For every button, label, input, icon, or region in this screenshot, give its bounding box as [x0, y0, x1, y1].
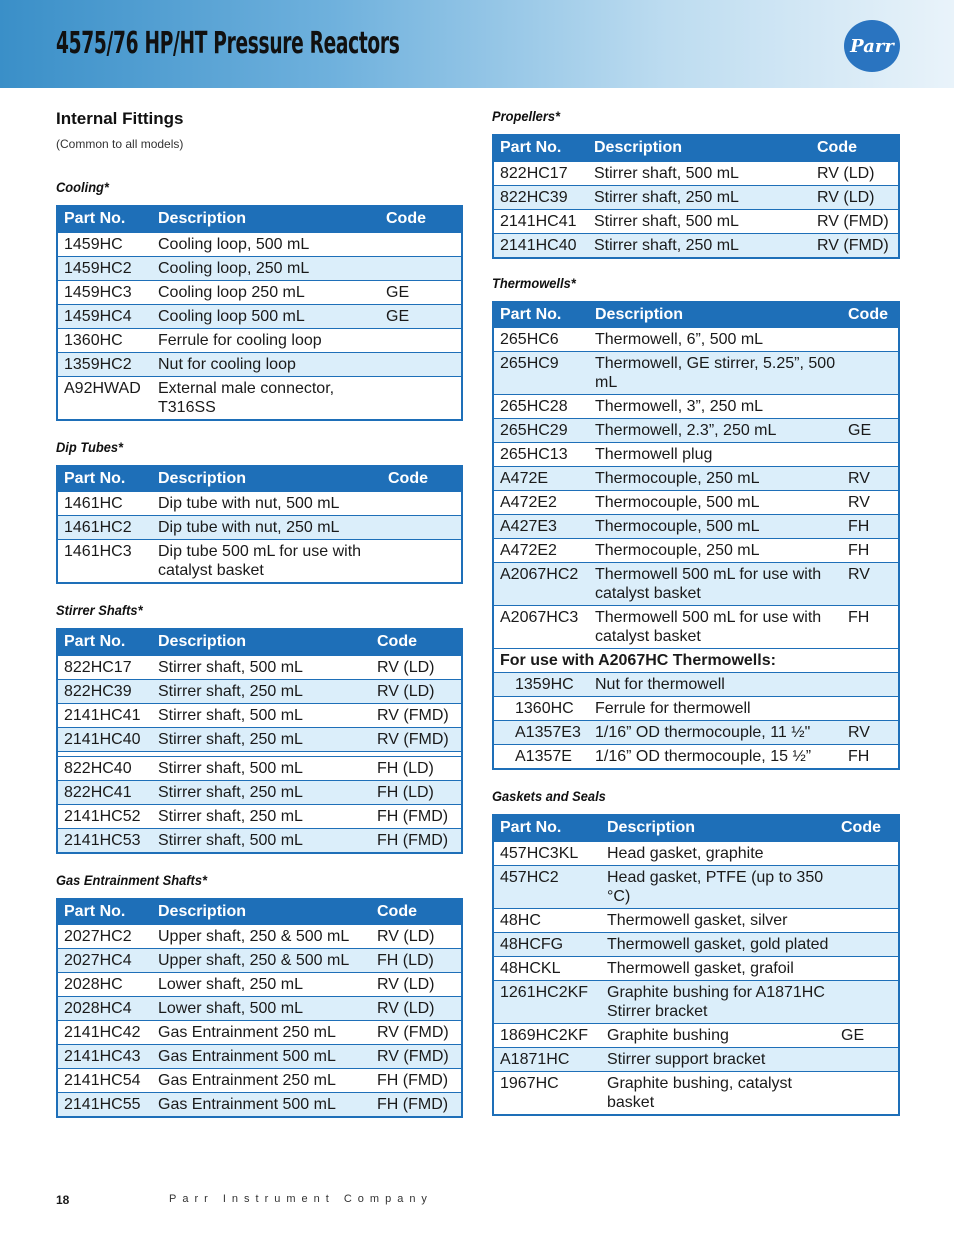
table-row — [57, 804, 462, 828]
description-cell: Thermowell 500 mL for use with catalyst basket — [589, 563, 842, 606]
description-cell: Stirrer shaft, 250 mL — [152, 780, 371, 804]
stirrer-shafts-table — [56, 628, 463, 854]
description-cell: Ferrule for thermowell — [589, 697, 842, 721]
col-part-header: Part No. — [493, 302, 589, 328]
description-cell: Stirrer shaft, 500 mL — [588, 161, 811, 185]
description-cell: Thermowell plug — [589, 443, 842, 467]
col-code-header: Code — [371, 899, 462, 925]
table-row — [493, 185, 899, 209]
table-row — [493, 419, 899, 443]
table-row — [57, 780, 462, 804]
code-cell — [835, 1071, 899, 1115]
code-cell — [382, 516, 462, 540]
col-part-header: Part No. — [493, 135, 588, 161]
gas-entrainment-table — [56, 898, 463, 1119]
parr-logo-icon: Parr — [844, 20, 900, 72]
thermowell-subheading-row — [493, 649, 899, 673]
description-cell: Thermocouple, 500 mL — [589, 515, 842, 539]
col-part-header: Part No. — [57, 206, 152, 232]
col-code-header: Code — [382, 466, 462, 492]
code-cell — [835, 1047, 899, 1071]
part-number-cell: A472E2 — [493, 491, 589, 515]
description-cell: Head gasket, PTFE (up to 350 °C) — [601, 865, 835, 908]
part-number-cell: 822HC39 — [57, 679, 152, 703]
table-row — [57, 1045, 462, 1069]
col-desc-header: Description — [152, 629, 371, 655]
part-number-cell: 1461HC3 — [57, 540, 152, 584]
stirrer-shafts-title: Stirrer Shafts* — [56, 602, 143, 618]
code-cell — [842, 673, 899, 697]
table-row — [493, 443, 899, 467]
part-number-cell: 2141HC53 — [57, 828, 152, 853]
table-row — [57, 232, 462, 256]
part-number-cell: 2141HC41 — [57, 703, 152, 727]
description-cell: Thermocouple, 250 mL — [589, 467, 842, 491]
part-number-cell: A2067HC2 — [493, 563, 589, 606]
col-desc-header: Description — [152, 899, 371, 925]
description-cell: Thermowell, 3”, 250 mL — [589, 395, 842, 419]
description-cell: Dip tube with nut, 250 mL — [152, 516, 382, 540]
table-row — [57, 756, 462, 780]
description-cell: Lower shaft, 500 mL — [152, 997, 371, 1021]
code-cell — [835, 908, 899, 932]
description-cell: Stirrer shaft, 250 mL — [588, 185, 811, 209]
part-number-cell: A1357E3 — [493, 721, 589, 745]
col-code-header: Code — [380, 206, 462, 232]
table-row — [57, 925, 462, 949]
part-number-cell: 2141HC42 — [57, 1021, 152, 1045]
gaskets-title: Gaskets and Seals — [492, 788, 606, 804]
gaskets-table — [492, 814, 900, 1116]
description-cell: Dip tube with nut, 500 mL — [152, 492, 382, 516]
col-code-header: Code — [371, 629, 462, 655]
code-cell: FH — [842, 539, 899, 563]
col-desc-header: Description — [152, 206, 380, 232]
cooling-title: Cooling* — [56, 179, 109, 195]
code-cell: RV (FMD) — [371, 1045, 462, 1069]
description-cell: Stirrer shaft, 250 mL — [152, 679, 371, 703]
table-row — [57, 1069, 462, 1093]
col-desc-header: Description — [152, 466, 382, 492]
table-row — [57, 828, 462, 853]
code-cell: RV (FMD) — [371, 727, 462, 751]
part-number-cell: 822HC17 — [493, 161, 588, 185]
table-row — [57, 703, 462, 727]
part-number-cell: 822HC17 — [57, 655, 152, 679]
part-number-cell: 2141HC40 — [493, 233, 588, 258]
part-number-cell: A1357E — [493, 745, 589, 770]
table-row — [57, 1093, 462, 1118]
code-cell: RV (LD) — [811, 185, 899, 209]
description-cell: Graphite bushing — [601, 1023, 835, 1047]
part-number-cell: 2028HC4 — [57, 997, 152, 1021]
part-number-cell: A427E3 — [493, 515, 589, 539]
table-row — [493, 395, 899, 419]
code-cell — [382, 540, 462, 584]
table-row — [493, 745, 899, 770]
code-cell: RV (FMD) — [811, 209, 899, 233]
part-number-cell: 2141HC40 — [57, 727, 152, 751]
code-cell: RV — [842, 491, 899, 515]
description-cell: Thermowell gasket, grafoil — [601, 956, 835, 980]
table-row — [493, 980, 899, 1023]
table-row — [493, 563, 899, 606]
part-number-cell: 2027HC4 — [57, 949, 152, 973]
part-number-cell: 1459HC4 — [57, 304, 152, 328]
code-cell — [382, 492, 462, 516]
left-column — [56, 108, 463, 1118]
part-number-cell: 265HC6 — [493, 328, 589, 352]
part-number-cell: A1871HC — [493, 1047, 601, 1071]
table-row — [493, 908, 899, 932]
table-row — [493, 841, 899, 865]
page-number: 18 — [56, 1193, 70, 1207]
code-cell: GE — [380, 304, 462, 328]
part-number-cell: 1967HC — [493, 1071, 601, 1115]
table-row — [57, 280, 462, 304]
description-cell: Gas Entrainment 500 mL — [152, 1045, 371, 1069]
part-number-cell: 265HC29 — [493, 419, 589, 443]
part-number-cell: 457HC3KL — [493, 841, 601, 865]
code-cell — [380, 328, 462, 352]
description-cell: Graphite bushing, catalyst basket — [601, 1071, 835, 1115]
description-cell: Stirrer shaft, 250 mL — [152, 727, 371, 751]
table-row — [493, 233, 899, 258]
table-row — [57, 949, 462, 973]
description-cell: Thermowell, 2.3”, 250 mL — [589, 419, 842, 443]
part-number-cell: 822HC40 — [57, 756, 152, 780]
description-cell: Cooling loop, 500 mL — [152, 232, 380, 256]
part-number-cell: 822HC39 — [493, 185, 588, 209]
internal-fittings-note: (Common to all models) — [56, 137, 184, 151]
code-cell: RV (FMD) — [371, 703, 462, 727]
col-desc-header: Description — [589, 302, 842, 328]
code-cell: GE — [380, 280, 462, 304]
table-row — [57, 973, 462, 997]
part-number-cell: 822HC41 — [57, 780, 152, 804]
table-row — [57, 376, 462, 420]
code-cell: FH (FMD) — [371, 1069, 462, 1093]
code-cell — [835, 980, 899, 1023]
table-row — [57, 256, 462, 280]
thermowells-title: Thermowells* — [492, 274, 576, 291]
description-cell: 1/16” OD thermocouple, 15 ½” — [589, 745, 842, 770]
col-part-header: Part No. — [57, 899, 152, 925]
part-number-cell: 1461HC — [57, 492, 152, 516]
col-code-header: Code — [811, 135, 899, 161]
right-column — [492, 108, 900, 1116]
code-cell: RV (LD) — [371, 655, 462, 679]
description-cell: Dip tube 500 mL for use with catalyst basket — [152, 540, 382, 584]
part-number-cell: 2141HC52 — [57, 804, 152, 828]
description-cell: Graphite bushing for A1871HC Stirrer bracket — [601, 980, 835, 1023]
code-cell: RV (LD) — [811, 161, 899, 185]
code-cell — [835, 932, 899, 956]
code-cell: RV — [842, 467, 899, 491]
code-cell: FH (FMD) — [371, 804, 462, 828]
description-cell: Thermowell 500 mL for use with catalyst basket — [589, 606, 842, 649]
part-number-cell: A472E2 — [493, 539, 589, 563]
part-number-cell: 2028HC — [57, 973, 152, 997]
dip-tubes-table — [56, 465, 463, 585]
col-desc-header: Description — [588, 135, 811, 161]
code-cell: FH (LD) — [371, 756, 462, 780]
table-row — [493, 606, 899, 649]
gas-entrainment-title: Gas Entrainment Shafts* — [56, 871, 208, 888]
table-row — [493, 865, 899, 908]
code-cell: RV (LD) — [371, 679, 462, 703]
code-cell — [842, 697, 899, 721]
description-cell: Gas Entrainment 500 mL — [152, 1093, 371, 1118]
description-cell: Stirrer shaft, 500 mL — [152, 756, 371, 780]
description-cell: Thermocouple, 500 mL — [589, 491, 842, 515]
table-row — [493, 539, 899, 563]
table-row — [57, 540, 462, 584]
table-row — [493, 1023, 899, 1047]
col-desc-header: Description — [601, 815, 835, 841]
code-cell — [380, 256, 462, 280]
page-header — [0, 0, 954, 88]
code-cell — [842, 395, 899, 419]
table-row — [493, 161, 899, 185]
col-part-header: Part No. — [57, 466, 152, 492]
description-cell: Nut for thermowell — [589, 673, 842, 697]
part-number-cell: 1360HC — [493, 697, 589, 721]
description-cell: Thermowell, GE stirrer, 5.25”, 500 mL — [589, 352, 842, 395]
part-number-cell: A472E — [493, 467, 589, 491]
table-row — [57, 655, 462, 679]
description-cell: Stirrer support bracket — [601, 1047, 835, 1071]
description-cell: Head gasket, graphite — [601, 841, 835, 865]
col-code-header: Code — [835, 815, 899, 841]
code-cell: RV — [842, 721, 899, 745]
part-number-cell: 2141HC55 — [57, 1093, 152, 1118]
part-number-cell: 1360HC — [57, 328, 152, 352]
table-row — [57, 516, 462, 540]
table-row — [493, 209, 899, 233]
propellers-title: Propellers* — [492, 108, 561, 124]
part-number-cell: 2141HC41 — [493, 209, 588, 233]
description-cell: Upper shaft, 250 & 500 mL — [152, 949, 371, 973]
table-row — [493, 1071, 899, 1115]
part-number-cell: 48HCKL — [493, 956, 601, 980]
description-cell: Thermowell gasket, gold plated — [601, 932, 835, 956]
description-cell: Cooling loop 500 mL — [152, 304, 380, 328]
cooling-table — [56, 205, 463, 421]
part-number-cell: 265HC28 — [493, 395, 589, 419]
code-cell — [835, 956, 899, 980]
code-cell: RV — [842, 563, 899, 606]
internal-fittings-heading: Internal Fittings — [56, 109, 184, 128]
table-row — [57, 727, 462, 751]
part-number-cell: 1359HC2 — [57, 352, 152, 376]
table-row — [493, 1047, 899, 1071]
part-number-cell: A2067HC3 — [493, 606, 589, 649]
part-number-cell: 265HC13 — [493, 443, 589, 467]
page-title: 4575/76 HP/HT Pressure Reactors — [56, 26, 400, 61]
code-cell: FH (LD) — [371, 780, 462, 804]
col-part-header: Part No. — [493, 815, 601, 841]
part-number-cell: 1261HC2KF — [493, 980, 601, 1023]
footer-company: Parr Instrument Company — [169, 1193, 433, 1205]
part-number-cell: 1459HC3 — [57, 280, 152, 304]
dip-tubes-title: Dip Tubes* — [56, 438, 124, 455]
table-row — [57, 997, 462, 1021]
col-part-header: Part No. — [57, 629, 152, 655]
code-cell: RV (LD) — [371, 925, 462, 949]
description-cell: Cooling loop, 250 mL — [152, 256, 380, 280]
part-number-cell: 1359HC — [493, 673, 589, 697]
description-cell: Stirrer shaft, 250 mL — [588, 233, 811, 258]
description-cell: Ferrule for cooling loop — [152, 328, 380, 352]
code-cell — [842, 328, 899, 352]
table-row — [493, 515, 899, 539]
description-cell: 1/16” OD thermocouple, 11 ½" — [589, 721, 842, 745]
table-row — [493, 721, 899, 745]
part-number-cell: 457HC2 — [493, 865, 601, 908]
table-row — [493, 491, 899, 515]
code-cell: RV (LD) — [371, 973, 462, 997]
part-number-cell: 1461HC2 — [57, 516, 152, 540]
part-number-cell: 1869HC2KF — [493, 1023, 601, 1047]
code-cell: FH — [842, 606, 899, 649]
code-cell: FH (FMD) — [371, 828, 462, 853]
description-cell: Stirrer shaft, 250 mL — [152, 804, 371, 828]
part-number-cell: 2141HC43 — [57, 1045, 152, 1069]
part-number-cell: 1459HC — [57, 232, 152, 256]
code-cell — [842, 443, 899, 467]
description-cell: Lower shaft, 250 mL — [152, 973, 371, 997]
thermowell-subheading: For use with A2067HC Thermowells: — [493, 649, 899, 673]
code-cell — [380, 232, 462, 256]
code-cell — [380, 352, 462, 376]
table-row — [57, 1021, 462, 1045]
part-number-cell: 48HCFG — [493, 932, 601, 956]
part-number-cell: 265HC9 — [493, 352, 589, 395]
description-cell: Thermowell, 6”, 500 mL — [589, 328, 842, 352]
part-number-cell: A92HWAD — [57, 376, 152, 420]
description-cell: Stirrer shaft, 500 mL — [152, 703, 371, 727]
code-cell — [380, 376, 462, 420]
col-code-header: Code — [842, 302, 899, 328]
code-cell — [835, 865, 899, 908]
code-cell: RV (FMD) — [371, 1021, 462, 1045]
part-number-cell: 48HC — [493, 908, 601, 932]
part-number-cell: 2141HC54 — [57, 1069, 152, 1093]
code-cell: FH — [842, 745, 899, 770]
table-row — [493, 352, 899, 395]
part-number-cell: 2027HC2 — [57, 925, 152, 949]
code-cell — [842, 352, 899, 395]
description-cell: Cooling loop 250 mL — [152, 280, 380, 304]
description-cell: Stirrer shaft, 500 mL — [152, 655, 371, 679]
thermowells-table — [492, 301, 900, 771]
code-cell: FH — [842, 515, 899, 539]
table-row — [493, 328, 899, 352]
code-cell: GE — [835, 1023, 899, 1047]
part-number-cell: 1459HC2 — [57, 256, 152, 280]
description-cell: Upper shaft, 250 & 500 mL — [152, 925, 371, 949]
code-cell: RV (FMD) — [811, 233, 899, 258]
description-cell: Stirrer shaft, 500 mL — [152, 828, 371, 853]
table-row — [57, 679, 462, 703]
description-cell: Nut for cooling loop — [152, 352, 380, 376]
propellers-table — [492, 134, 900, 259]
code-cell: GE — [842, 419, 899, 443]
code-cell — [835, 841, 899, 865]
description-cell: Stirrer shaft, 500 mL — [588, 209, 811, 233]
table-row — [57, 492, 462, 516]
code-cell: FH (FMD) — [371, 1093, 462, 1118]
table-row — [493, 673, 899, 697]
table-row — [493, 467, 899, 491]
table-row — [493, 956, 899, 980]
code-cell: FH (LD) — [371, 949, 462, 973]
description-cell: External male connector, T316SS — [152, 376, 380, 420]
table-row — [57, 328, 462, 352]
table-row — [493, 932, 899, 956]
table-row — [57, 352, 462, 376]
table-row — [57, 304, 462, 328]
description-cell: Gas Entrainment 250 mL — [152, 1069, 371, 1093]
description-cell: Thermowell gasket, silver — [601, 908, 835, 932]
description-cell: Gas Entrainment 250 mL — [152, 1021, 371, 1045]
code-cell: RV (LD) — [371, 997, 462, 1021]
table-row — [493, 697, 899, 721]
description-cell: Thermocouple, 250 mL — [589, 539, 842, 563]
